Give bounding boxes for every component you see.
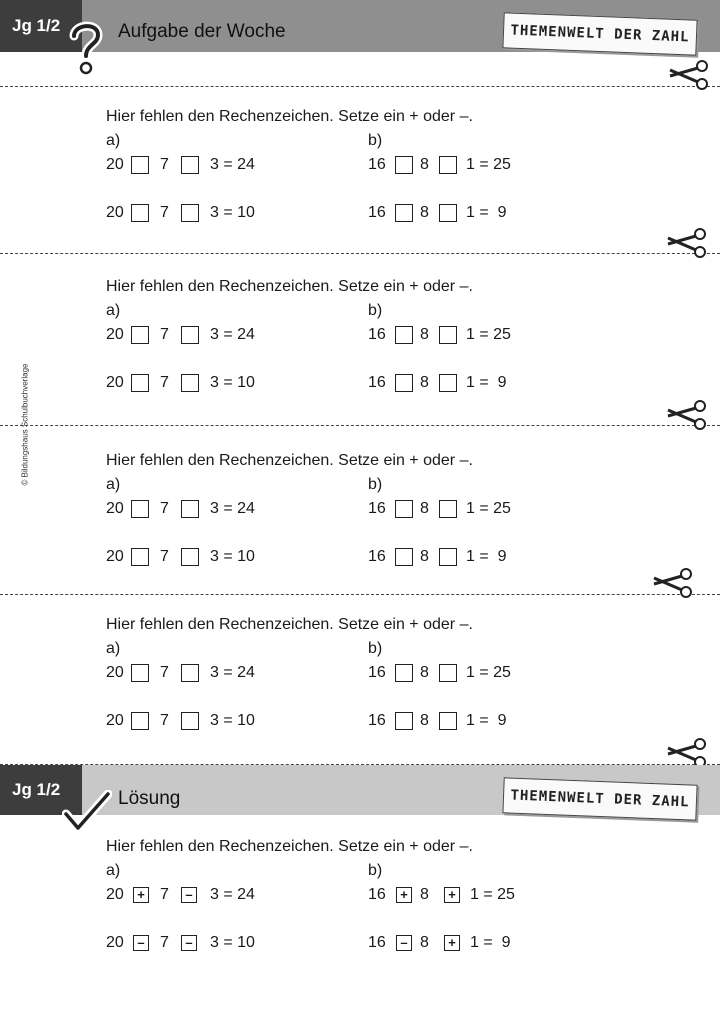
- solution-label-b: b): [368, 862, 383, 879]
- num-b1-n1: 16: [368, 326, 386, 343]
- task-instruction: Hier fehlen den Rechenzeichen. Setze ein + oder –.: [106, 452, 473, 469]
- blank-box[interactable]: [181, 548, 199, 566]
- sol-a1-n1: 20: [106, 886, 124, 903]
- blank-box[interactable]: [395, 374, 413, 392]
- num-b1-rest: 1 = 25: [466, 156, 511, 173]
- num-b2-n2: 8: [420, 374, 429, 391]
- num-a1-n1: 20: [106, 500, 124, 517]
- num-a2-n1: 20: [106, 204, 124, 221]
- label-a: a): [106, 302, 121, 319]
- blank-box[interactable]: [131, 156, 149, 174]
- num-b2-n1: 16: [368, 374, 386, 391]
- blank-box[interactable]: [439, 326, 457, 344]
- num-b1-rest: 1 = 25: [466, 664, 511, 681]
- blank-box[interactable]: [395, 326, 413, 344]
- label-b: b): [368, 302, 383, 319]
- blank-box[interactable]: [131, 500, 149, 518]
- checkmark-icon: [62, 790, 112, 834]
- blank-box[interactable]: [395, 500, 413, 518]
- sol-a2-rest: 3 = 10: [210, 934, 255, 951]
- task-card: [0, 108, 720, 238]
- num-a2-n2: 7: [160, 548, 169, 565]
- solution-title: Lösung: [118, 788, 181, 809]
- label-a: a): [106, 640, 121, 657]
- solution-card: [0, 838, 720, 968]
- blank-box[interactable]: [131, 326, 149, 344]
- num-a2-n1: 20: [106, 548, 124, 565]
- blank-box[interactable]: [395, 156, 413, 174]
- num-a2-rest: 3 = 10: [210, 374, 255, 391]
- solution-series-stamp: THEMENWELT DER ZAHL: [502, 777, 697, 820]
- sol-a1-rest: 3 = 24: [210, 886, 255, 903]
- answer-box: +: [396, 887, 412, 903]
- num-a1-n2: 7: [160, 326, 169, 343]
- label-b: b): [368, 476, 383, 493]
- task-card: [0, 616, 720, 746]
- num-b2-n1: 16: [368, 548, 386, 565]
- blank-box[interactable]: [131, 204, 149, 222]
- series-stamp: THEMENWELT DER ZAHL: [502, 12, 697, 55]
- answer-box: –: [396, 935, 412, 951]
- page-title: Aufgabe der Woche: [118, 21, 286, 42]
- sol-b1-n1: 16: [368, 886, 386, 903]
- num-a2-n1: 20: [106, 374, 124, 391]
- blank-box[interactable]: [439, 204, 457, 222]
- blank-box[interactable]: [395, 204, 413, 222]
- num-b1-n2: 8: [420, 500, 429, 517]
- blank-box[interactable]: [131, 664, 149, 682]
- num-a1-rest: 3 = 24: [210, 500, 255, 517]
- num-a2-rest: 3 = 10: [210, 204, 255, 221]
- answer-box: +: [444, 935, 460, 951]
- num-a1-rest: 3 = 24: [210, 156, 255, 173]
- label-a: a): [106, 132, 121, 149]
- cut-line: [0, 253, 720, 254]
- num-b2-rest: 1 = 9: [466, 548, 507, 565]
- num-b2-rest: 1 = 9: [466, 374, 507, 391]
- cut-line: [0, 425, 720, 426]
- task-card: [0, 278, 720, 408]
- num-a2-n2: 7: [160, 204, 169, 221]
- sol-b2-rest: 1 = 9: [470, 934, 511, 951]
- sol-b2-n1: 16: [368, 934, 386, 951]
- blank-box[interactable]: [439, 156, 457, 174]
- sol-a2-n2: 7: [160, 934, 169, 951]
- blank-box[interactable]: [395, 664, 413, 682]
- blank-box[interactable]: [131, 374, 149, 392]
- num-a1-rest: 3 = 24: [210, 664, 255, 681]
- num-a2-rest: 3 = 10: [210, 712, 255, 729]
- num-a1-n1: 20: [106, 664, 124, 681]
- num-a1-n1: 20: [106, 326, 124, 343]
- num-b1-n1: 16: [368, 664, 386, 681]
- num-b1-rest: 1 = 25: [466, 326, 511, 343]
- answer-box: –: [133, 935, 149, 951]
- cut-line: [0, 86, 720, 87]
- num-a1-n2: 7: [160, 664, 169, 681]
- copyright-note: © Bildungshaus Schulbuchverlage: [20, 363, 30, 486]
- blank-box[interactable]: [395, 712, 413, 730]
- num-a2-n1: 20: [106, 712, 124, 729]
- num-b1-n1: 16: [368, 500, 386, 517]
- num-b2-n1: 16: [368, 712, 386, 729]
- blank-box[interactable]: [181, 326, 199, 344]
- solution-label-a: a): [106, 862, 121, 879]
- blank-box[interactable]: [439, 374, 457, 392]
- sol-b1-n2: 8: [420, 886, 429, 903]
- blank-box[interactable]: [439, 664, 457, 682]
- cut-line: [0, 594, 720, 595]
- solution-grade-badge: Jg 1/2: [0, 765, 82, 815]
- blank-box[interactable]: [131, 548, 149, 566]
- num-a1-n2: 7: [160, 500, 169, 517]
- sol-b2-n2: 8: [420, 934, 429, 951]
- label-b: b): [368, 132, 383, 149]
- sol-a1-n2: 7: [160, 886, 169, 903]
- num-a2-n2: 7: [160, 712, 169, 729]
- num-b2-rest: 1 = 9: [466, 712, 507, 729]
- num-b1-n2: 8: [420, 664, 429, 681]
- answer-box: –: [181, 887, 197, 903]
- num-b2-n2: 8: [420, 204, 429, 221]
- num-b1-n2: 8: [420, 326, 429, 343]
- answer-box: –: [181, 935, 197, 951]
- num-b1-n1: 16: [368, 156, 386, 173]
- blank-box[interactable]: [181, 204, 199, 222]
- num-b1-rest: 1 = 25: [466, 500, 511, 517]
- num-a1-n1: 20: [106, 156, 124, 173]
- num-a2-n2: 7: [160, 374, 169, 391]
- question-mark-icon: [66, 20, 106, 76]
- num-b2-n2: 8: [420, 548, 429, 565]
- task-card: [0, 452, 720, 582]
- num-b2-rest: 1 = 9: [466, 204, 507, 221]
- blank-box[interactable]: [181, 374, 199, 392]
- num-b1-n2: 8: [420, 156, 429, 173]
- blank-box[interactable]: [439, 548, 457, 566]
- num-b2-n1: 16: [368, 204, 386, 221]
- blank-box[interactable]: [181, 664, 199, 682]
- blank-box[interactable]: [181, 500, 199, 518]
- task-instruction: Hier fehlen den Rechenzeichen. Setze ein + oder –.: [106, 616, 473, 633]
- answer-box: +: [444, 887, 460, 903]
- label-b: b): [368, 640, 383, 657]
- num-a1-rest: 3 = 24: [210, 326, 255, 343]
- solution-instruction: Hier fehlen den Rechenzeichen. Setze ein + oder –.: [106, 838, 473, 855]
- task-instruction: Hier fehlen den Rechenzeichen. Setze ein + oder –.: [106, 278, 473, 295]
- scissors-icon: [668, 60, 712, 90]
- answer-box: +: [133, 887, 149, 903]
- blank-box[interactable]: [439, 712, 457, 730]
- sol-a2-n1: 20: [106, 934, 124, 951]
- blank-box[interactable]: [439, 500, 457, 518]
- blank-box[interactable]: [131, 712, 149, 730]
- num-b2-n2: 8: [420, 712, 429, 729]
- grade-badge: Jg 1/2: [0, 0, 82, 52]
- blank-box[interactable]: [181, 156, 199, 174]
- task-instruction: Hier fehlen den Rechenzeichen. Setze ein + oder –.: [106, 108, 473, 125]
- label-a: a): [106, 476, 121, 493]
- sol-b1-rest: 1 = 25: [470, 886, 515, 903]
- blank-box[interactable]: [395, 548, 413, 566]
- num-a1-n2: 7: [160, 156, 169, 173]
- num-a2-rest: 3 = 10: [210, 548, 255, 565]
- blank-box[interactable]: [181, 712, 199, 730]
